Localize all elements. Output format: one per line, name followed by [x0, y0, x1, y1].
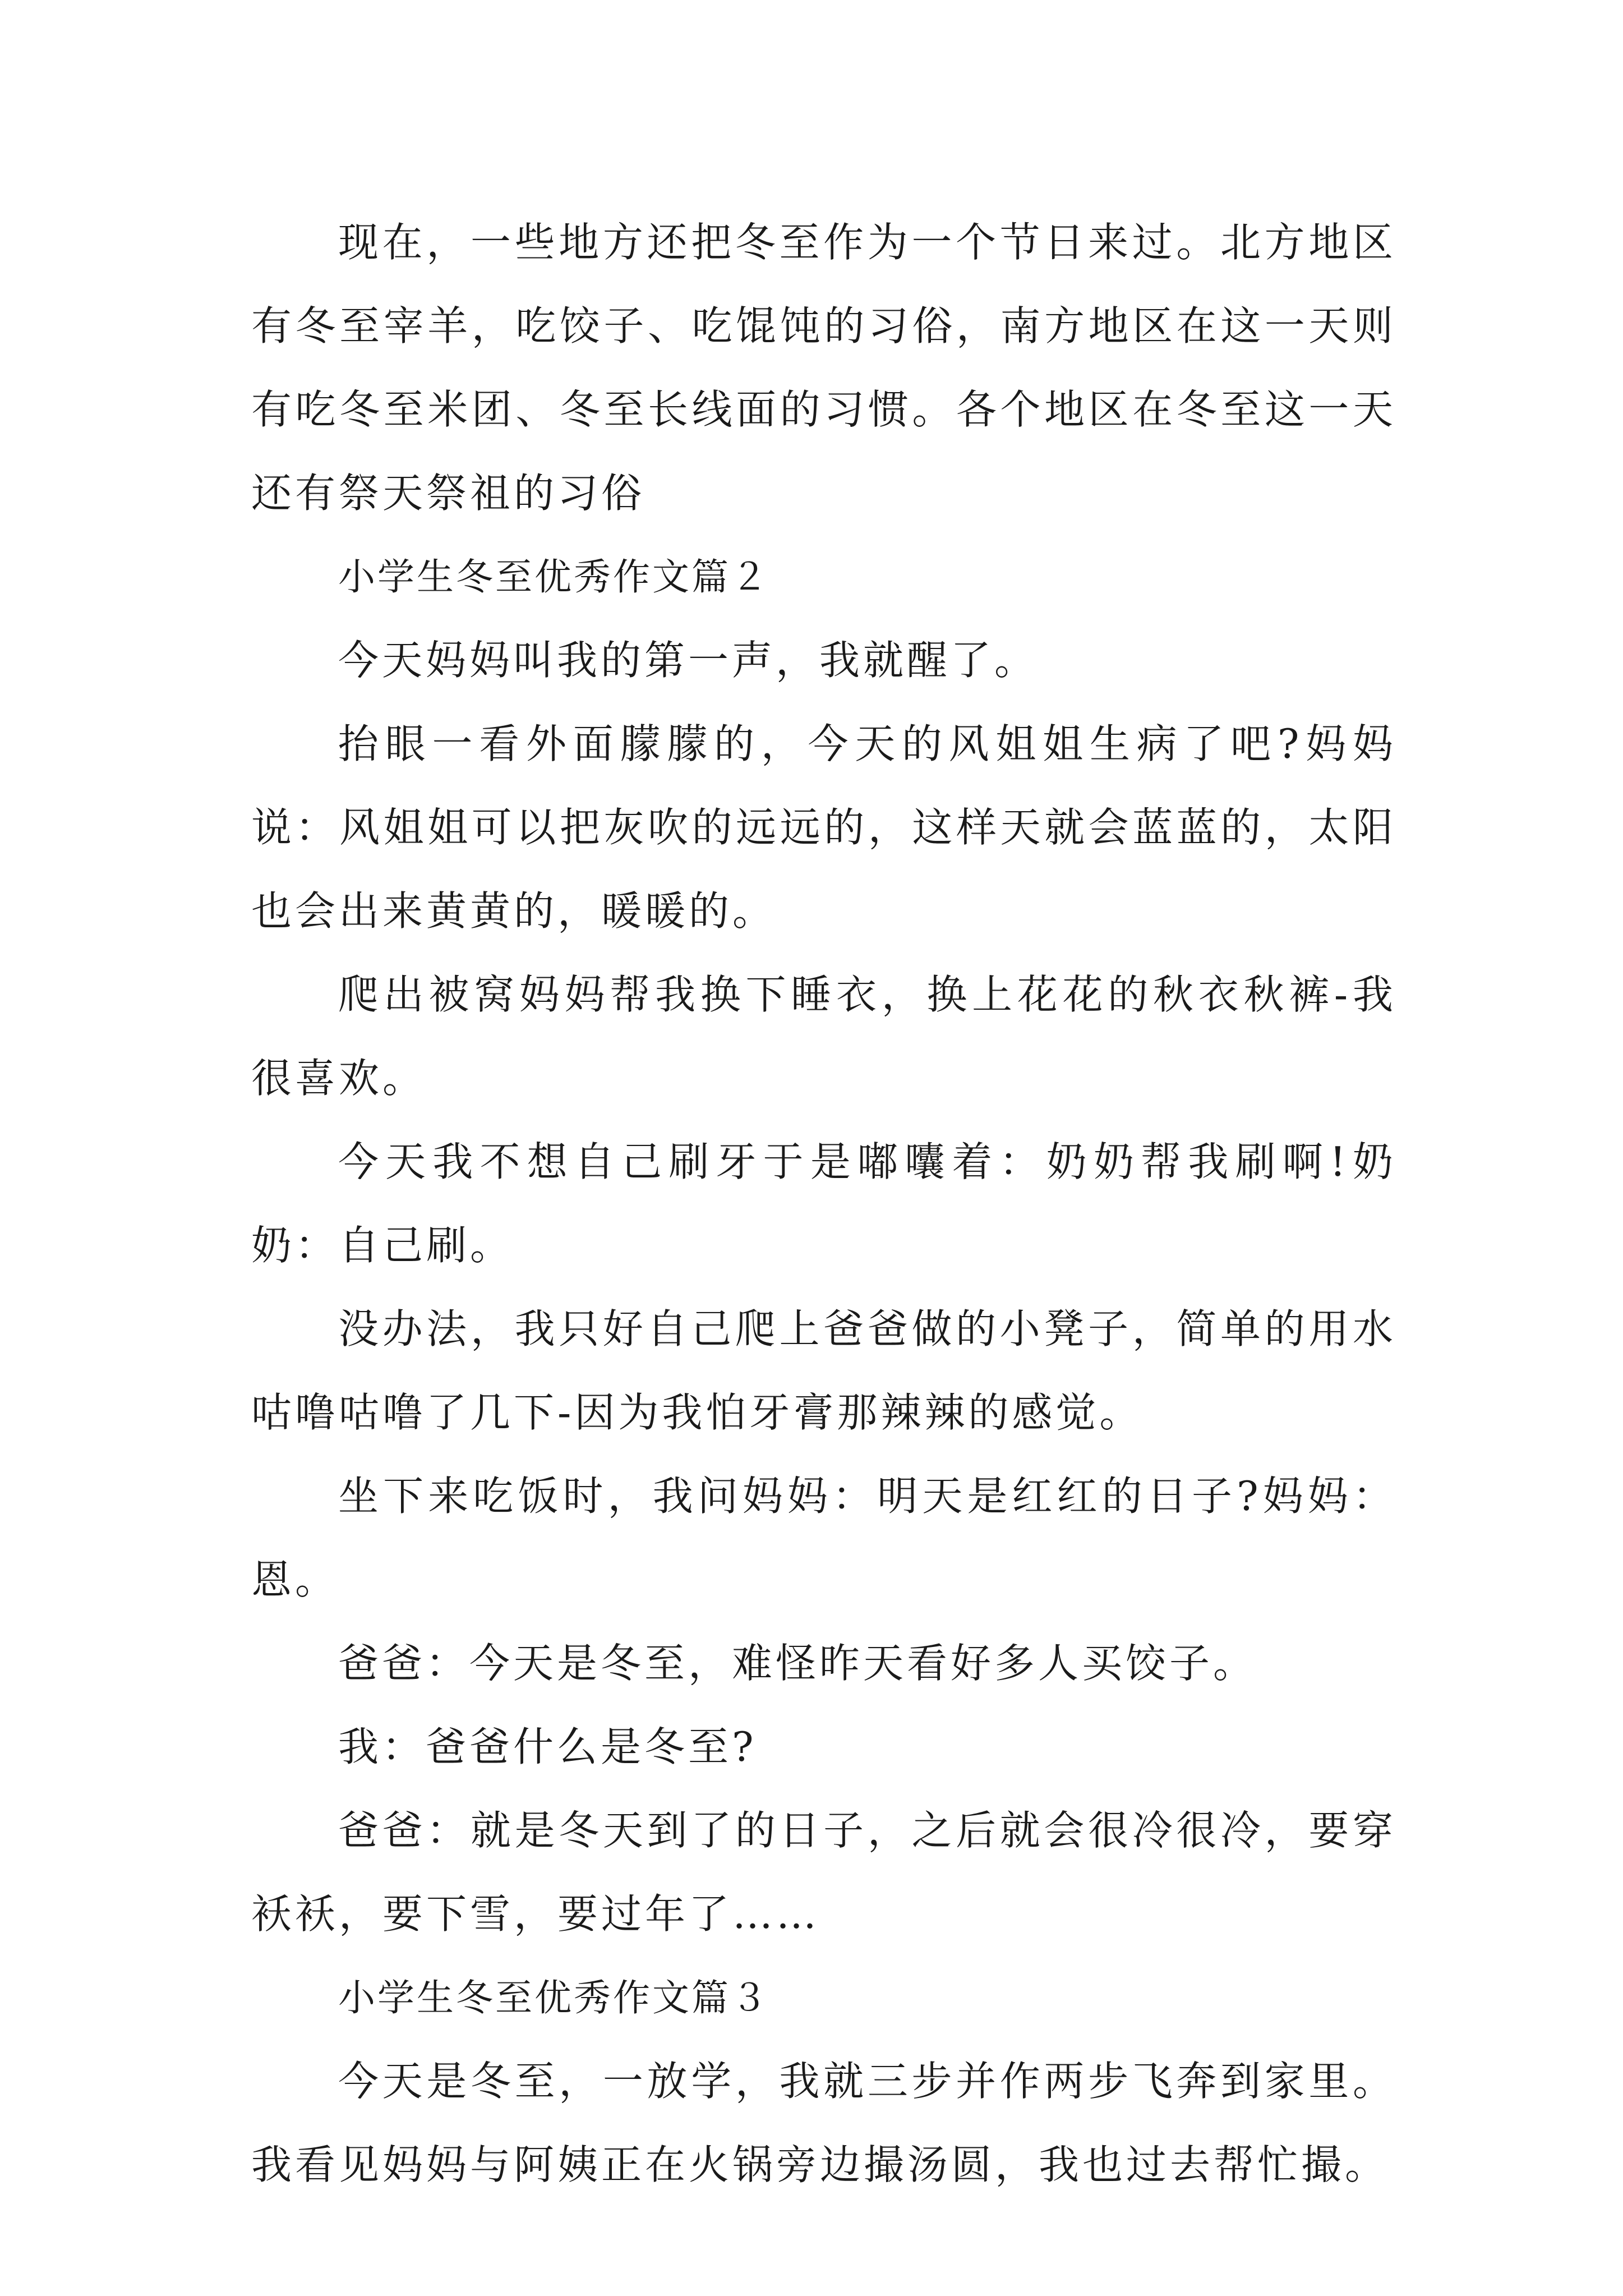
paragraph-winter-solstice-customs: 现在，一些地方还把冬至作为一个节日来过。北方地区有冬至宰羊，吃饺子、吃馄饨的习俗，南方地区在这一天则有吃冬至米团、冬至长线面的习惯。各个地区在冬至这一天还有祭天祭祖的习俗	[251, 219, 1396, 517]
document-body	[251, 201, 1396, 2207]
paragraph: 爸爸：就是冬天到了的日子，之后就会很冷很冷，要穿袄袄，要下雪，要过年了……	[251, 1807, 1396, 1938]
section-heading-2: 小学生冬至优秀作文篇２	[338, 555, 770, 599]
paragraph: 爸爸：今天是冬至，难怪昨天看好多人买饺子。	[338, 1640, 1257, 1687]
paragraph: 今天我不想自己刷牙于是嘟囔着：奶奶帮我刷啊!奶奶：自己刷。	[251, 1138, 1396, 1269]
section-heading-3: 小学生冬至优秀作文篇３	[338, 1976, 770, 2019]
paragraph: 坐下来吃饭时，我问妈妈：明天是红红的日子?妈妈：恩。	[251, 1473, 1396, 1603]
paragraph: 今天是冬至，一放学，我就三步并作两步飞奔到家里。我看见妈妈与阿姨正在火锅旁边撮汤圆，我也过去帮忙撮。	[251, 2058, 1396, 2188]
paragraph: 我：爸爸什么是冬至?	[338, 1723, 757, 1770]
paragraph: 爬出被窝妈妈帮我换下睡衣，换上花花的秋衣秋裤-我很喜欢。	[251, 971, 1396, 1102]
paragraph: 今天妈妈叫我的第一声，我就醒了。	[338, 637, 1039, 684]
paragraph: 没办法，我只好自己爬上爸爸做的小凳子，简单的用水咕噜咕噜了几下-因为我怕牙膏那辣辣的感觉。	[251, 1305, 1396, 1436]
paragraph: 抬眼一看外面朦朦的，今天的风姐姐生病了吧?妈妈说：风姐姐可以把灰吹的远远的，这样天就会蓝蓝的，太阳也会出来黄黄的，暖暖的。	[251, 720, 1396, 935]
